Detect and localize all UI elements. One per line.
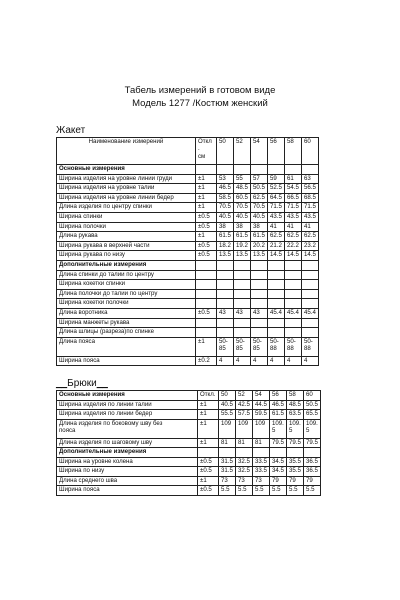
size-value-cell: 50.5 <box>304 400 321 410</box>
size-value-cell: 33.5 <box>253 457 270 467</box>
size-value-cell <box>302 260 319 270</box>
size-value-cell: 43.5 <box>268 212 285 222</box>
tolerance-cell <box>196 280 217 290</box>
size-value-cell: 22.2 <box>285 241 302 251</box>
size-value-cell: 32.5 <box>236 457 253 467</box>
size-value-cell <box>285 165 302 175</box>
size-value-cell: 4 <box>251 356 268 366</box>
size-value-cell <box>285 318 302 328</box>
header-size-cell: 52 <box>234 138 251 165</box>
size-value-cell: 14.5 <box>302 251 319 261</box>
measurement-name-cell: Ширина на уровне колена <box>57 457 198 467</box>
size-value-cell: 57 <box>251 174 268 184</box>
size-value-cell <box>234 260 251 270</box>
size-value-cell <box>236 448 253 458</box>
size-value-cell: 109 <box>219 419 236 438</box>
size-value-cell: 4 <box>302 356 319 366</box>
measurement-name-cell: Ширина по низу <box>57 467 198 477</box>
size-value-cell: 40.5 <box>251 212 268 222</box>
table-row <box>57 486 321 496</box>
size-value-cell: 5.5 <box>270 486 287 496</box>
tolerance-cell: ±1 <box>196 184 217 194</box>
table-row <box>57 260 319 270</box>
size-value-cell: 61 <box>285 174 302 184</box>
size-value-cell <box>234 299 251 309</box>
measurement-name-cell: Дополнительные измерения <box>57 260 196 270</box>
size-value-cell: 109. 5 <box>287 419 304 438</box>
size-value-cell <box>268 270 285 280</box>
size-value-cell: 41 <box>268 222 285 232</box>
model-title: Модель 1277 /Костюм женский <box>132 98 268 109</box>
trousers-table-header <box>57 391 321 401</box>
size-value-cell: 43.5 <box>302 212 319 222</box>
measurement-name-cell: Основные измерения <box>57 165 196 175</box>
size-value-cell <box>268 328 285 338</box>
size-value-cell: 50- 85 <box>234 337 251 356</box>
tolerance-cell: ±1 <box>196 203 217 213</box>
size-value-cell: 38 <box>251 222 268 232</box>
size-value-cell: 81 <box>236 438 253 448</box>
table-row <box>57 174 319 184</box>
tolerance-cell <box>196 270 217 280</box>
size-value-cell <box>234 289 251 299</box>
size-value-cell: 33.5 <box>253 467 270 477</box>
size-value-cell <box>217 165 234 175</box>
size-value-cell: 35.5 <box>287 467 304 477</box>
measurement-name-cell: Ширина пояса <box>57 486 198 496</box>
size-value-cell: 79.5 <box>270 438 287 448</box>
measurement-name-cell: Длина рукава <box>57 232 196 242</box>
size-value-cell: 38 <box>217 222 234 232</box>
size-value-cell: 55.5 <box>219 410 236 420</box>
size-value-cell: 46.5 <box>270 400 287 410</box>
header-size-cell: 50 <box>217 138 234 165</box>
table-row <box>57 212 319 222</box>
size-value-cell: 4 <box>217 356 234 366</box>
size-value-cell <box>285 270 302 280</box>
size-value-cell: 70.5 <box>251 203 268 213</box>
tolerance-cell <box>196 165 217 175</box>
size-value-cell: 50- 88 <box>302 337 319 356</box>
size-value-cell: 109 <box>253 419 270 438</box>
document-title: Табель измерений в готовом виде <box>124 85 276 96</box>
measurement-name-cell: Дополнительные измерения <box>57 448 198 458</box>
tolerance-cell: ±0.5 <box>198 457 219 467</box>
size-value-cell: 44.5 <box>253 400 270 410</box>
jacket-table-header <box>57 138 319 165</box>
size-value-cell: 79.5 <box>287 438 304 448</box>
size-value-cell: 42.5 <box>236 400 253 410</box>
table-row <box>57 241 319 251</box>
size-value-cell <box>285 260 302 270</box>
size-value-cell: 62.5 <box>285 232 302 242</box>
size-value-cell <box>217 289 234 299</box>
trousers-title-text: Брюки <box>67 378 97 389</box>
size-value-cell: 34.5 <box>270 467 287 477</box>
size-value-cell: 64.5 <box>268 193 285 203</box>
size-value-cell <box>268 260 285 270</box>
table-row <box>57 193 319 203</box>
size-value-cell <box>285 289 302 299</box>
size-value-cell <box>302 280 319 290</box>
tolerance-cell: ±0.5 <box>196 308 217 318</box>
size-value-cell: 5.5 <box>253 486 270 496</box>
tolerance-cell <box>198 448 219 458</box>
tolerance-cell <box>196 328 217 338</box>
tolerance-cell: ±1 <box>198 438 219 448</box>
tolerance-cell: ±1 <box>198 410 219 420</box>
size-value-cell <box>268 165 285 175</box>
size-value-cell: 36.5 <box>304 467 321 477</box>
size-value-cell <box>251 299 268 309</box>
size-value-cell: 43 <box>251 308 268 318</box>
size-value-cell: 18.2 <box>217 241 234 251</box>
size-value-cell: 79 <box>270 476 287 486</box>
size-value-cell <box>234 328 251 338</box>
size-value-cell <box>302 328 319 338</box>
size-value-cell: 32.5 <box>236 467 253 477</box>
header-tolerance-cell <box>196 138 217 165</box>
measurement-name-cell: Ширина кокетки спинки <box>57 280 196 290</box>
size-value-cell <box>217 328 234 338</box>
size-value-cell: 55 <box>234 174 251 184</box>
size-value-cell: 54.5 <box>285 184 302 194</box>
size-value-cell <box>302 318 319 328</box>
size-value-cell: 73 <box>236 476 253 486</box>
measurement-name-cell: Длина изделия по шаговому шву <box>57 438 198 448</box>
size-value-cell: 71.5 <box>285 203 302 213</box>
size-value-cell: 40.5 <box>217 212 234 222</box>
size-value-cell: 56.5 <box>302 184 319 194</box>
tolerance-cell: ±0.2 <box>196 356 217 366</box>
size-value-cell: 4 <box>285 356 302 366</box>
size-value-cell <box>251 318 268 328</box>
tolerance-cell: ±1 <box>198 400 219 410</box>
table-row <box>57 410 321 420</box>
table-row <box>57 476 321 486</box>
size-value-cell: 57.5 <box>236 410 253 420</box>
jacket-measurements-table <box>56 137 319 366</box>
tolerance-cell: ±1 <box>198 476 219 486</box>
measurement-name-cell: Длина изделия по боковому шву без пояса <box>57 419 198 438</box>
size-value-cell: 40.5 <box>219 400 236 410</box>
size-value-cell: 40.5 <box>234 212 251 222</box>
trousers-measurements-table <box>56 390 321 496</box>
size-value-cell: 61.5 <box>234 232 251 242</box>
size-value-cell: 81 <box>253 438 270 448</box>
size-value-cell <box>219 448 236 458</box>
tolerance-cell: ±1 <box>196 174 217 184</box>
size-value-cell: 59.5 <box>253 410 270 420</box>
size-value-cell: 4 <box>268 356 285 366</box>
measurement-name-cell: Ширина изделия на уровне талии <box>57 184 196 194</box>
header-size-cell: 54 <box>253 391 270 401</box>
measurement-name-cell: Длина среднего шва <box>57 476 198 486</box>
header-size-cell: 58 <box>285 138 302 165</box>
size-value-cell: 60.5 <box>234 193 251 203</box>
tolerance-cell: ±0.5 <box>196 251 217 261</box>
size-value-cell <box>251 165 268 175</box>
size-value-cell <box>285 299 302 309</box>
size-value-cell: 79 <box>287 476 304 486</box>
size-value-cell: 34.5 <box>270 457 287 467</box>
measurement-name-cell: Длина пояса <box>57 337 196 356</box>
table-row <box>57 280 319 290</box>
size-value-cell <box>217 299 234 309</box>
table-row <box>57 448 321 458</box>
size-value-cell: 52.5 <box>268 184 285 194</box>
size-value-cell: 61.5 <box>251 232 268 242</box>
size-value-cell: 13.5 <box>217 251 234 261</box>
size-value-cell: 73 <box>219 476 236 486</box>
table-row <box>57 400 321 410</box>
table-row <box>57 232 319 242</box>
size-value-cell: 50- 85 <box>217 337 234 356</box>
size-value-cell: 70.5 <box>234 203 251 213</box>
jacket-section-title: Жакет <box>56 125 86 136</box>
tolerance-cell: ±1 <box>196 337 217 356</box>
header-size-cell: 60 <box>302 138 319 165</box>
measurement-name-cell: Ширина спинки <box>57 212 196 222</box>
size-value-cell: 4 <box>234 356 251 366</box>
table-row <box>57 308 319 318</box>
table-row <box>57 299 319 309</box>
size-value-cell <box>234 270 251 280</box>
size-value-cell: 65.5 <box>304 410 321 420</box>
size-value-cell: 62.5 <box>268 232 285 242</box>
measurement-name-cell: Ширина полочки <box>57 222 196 232</box>
size-value-cell <box>268 289 285 299</box>
size-value-cell: 31.5 <box>219 467 236 477</box>
header-tolerance-line: . <box>198 145 200 153</box>
header-size-cell: 54 <box>251 138 268 165</box>
measurement-name-cell: Длина воротника <box>57 308 196 318</box>
size-value-cell <box>251 328 268 338</box>
header-name-cell: Наименование измерений <box>57 138 196 165</box>
measurement-name-cell: Длина шлицы (разреза)по спинке <box>57 328 196 338</box>
header-size-cell: 52 <box>236 391 253 401</box>
size-value-cell: 46.5 <box>217 184 234 194</box>
size-value-cell: 109. 5 <box>304 419 321 438</box>
size-value-cell <box>217 260 234 270</box>
header-size-cell: 56 <box>268 138 285 165</box>
table-row <box>57 184 319 194</box>
size-value-cell: 13.5 <box>234 251 251 261</box>
tolerance-cell: ±0.5 <box>198 486 219 496</box>
size-value-cell: 50.5 <box>251 184 268 194</box>
table-row <box>57 457 321 467</box>
header-tolerance-line: Откл <box>198 138 212 145</box>
size-value-cell: 70.5 <box>217 203 234 213</box>
size-value-cell <box>268 299 285 309</box>
size-value-cell: 61.5 <box>270 410 287 420</box>
size-value-cell <box>251 280 268 290</box>
tolerance-cell: ±0.5 <box>198 467 219 477</box>
size-value-cell: 43 <box>234 308 251 318</box>
header-size-cell: 56 <box>270 391 287 401</box>
size-value-cell: 38 <box>234 222 251 232</box>
size-value-cell: 45.4 <box>285 308 302 318</box>
size-value-cell <box>304 448 321 458</box>
size-value-cell: 41 <box>285 222 302 232</box>
table-row <box>57 318 319 328</box>
table-row <box>57 251 319 261</box>
size-value-cell <box>268 318 285 328</box>
size-value-cell: 36.5 <box>304 457 321 467</box>
size-value-cell: 53 <box>217 174 234 184</box>
measurement-name-cell: Ширина рукава в верхней части <box>57 241 196 251</box>
trousers-section-title: __Брюки__ <box>56 378 108 389</box>
size-value-cell: 5.5 <box>287 486 304 496</box>
measurement-name-cell: Длина спинки до талии по центру <box>57 270 196 280</box>
size-value-cell: 21.2 <box>268 241 285 251</box>
measurement-name-cell: Длина полочки до талии по центру <box>57 289 196 299</box>
size-value-cell <box>285 328 302 338</box>
tolerance-cell: ±0.5 <box>196 212 217 222</box>
table-row <box>57 356 319 366</box>
size-value-cell: 50- 88 <box>268 337 285 356</box>
size-value-cell: 63 <box>302 174 319 184</box>
tolerance-cell: ±1 <box>198 419 219 438</box>
measurement-name-cell: Ширина кокетки полочки <box>57 299 196 309</box>
size-value-cell <box>302 289 319 299</box>
size-value-cell: 14.5 <box>285 251 302 261</box>
size-value-cell <box>251 260 268 270</box>
size-value-cell: 59 <box>268 174 285 184</box>
tolerance-cell: ±0.5 <box>196 241 217 251</box>
size-value-cell <box>251 289 268 299</box>
size-value-cell: 45.4 <box>302 308 319 318</box>
table-row <box>57 270 319 280</box>
header-size-cell: 50 <box>219 391 236 401</box>
size-value-cell: 68.5 <box>302 193 319 203</box>
header-tolerance-cell: Откл. <box>198 391 219 401</box>
size-value-cell: 50- 88 <box>285 337 302 356</box>
table-row <box>57 222 319 232</box>
size-value-cell: 79.5 <box>304 438 321 448</box>
size-value-cell <box>234 165 251 175</box>
size-value-cell: 35.5 <box>287 457 304 467</box>
table-row <box>57 467 321 477</box>
size-value-cell: 79 <box>304 476 321 486</box>
table-row <box>57 438 321 448</box>
size-value-cell: 45.4 <box>268 308 285 318</box>
size-value-cell: 50- 85 <box>251 337 268 356</box>
size-value-cell <box>285 280 302 290</box>
size-value-cell: 71.5 <box>302 203 319 213</box>
size-value-cell: 5.5 <box>219 486 236 496</box>
header-name-cell: Основные измерения <box>57 391 198 401</box>
measurement-name-cell: Ширина пояса <box>57 356 196 366</box>
tolerance-cell: ±1 <box>196 193 217 203</box>
size-value-cell: 109 <box>236 419 253 438</box>
size-value-cell: 71.5 <box>268 203 285 213</box>
size-value-cell: 43.5 <box>285 212 302 222</box>
size-value-cell: 62.5 <box>251 193 268 203</box>
size-value-cell: 23.2 <box>302 241 319 251</box>
size-value-cell <box>217 280 234 290</box>
measurement-name-cell: Ширина изделия на уровне линии бедер <box>57 193 196 203</box>
size-value-cell: 19.2 <box>234 241 251 251</box>
size-value-cell: 63.5 <box>287 410 304 420</box>
size-value-cell <box>268 280 285 290</box>
size-value-cell: 109. 5 <box>270 419 287 438</box>
size-value-cell <box>302 165 319 175</box>
size-value-cell: 81 <box>219 438 236 448</box>
size-value-cell: 73 <box>253 476 270 486</box>
size-value-cell <box>270 448 287 458</box>
size-value-cell <box>217 318 234 328</box>
size-value-cell: 66.5 <box>285 193 302 203</box>
size-value-cell <box>234 318 251 328</box>
measurement-name-cell: Ширина манжеты рукава <box>57 318 196 328</box>
measurement-name-cell: Ширина изделия на уровне линии груди <box>57 174 196 184</box>
table-row <box>57 289 319 299</box>
size-value-cell: 61.5 <box>217 232 234 242</box>
table-row <box>57 419 321 438</box>
size-value-cell: 20.2 <box>251 241 268 251</box>
size-value-cell: 41 <box>302 222 319 232</box>
measurement-name-cell: Ширина изделия по линии бедер <box>57 410 198 420</box>
size-value-cell <box>302 270 319 280</box>
size-value-cell <box>253 448 270 458</box>
measurement-name-cell: Ширина изделия по линии талии <box>57 400 198 410</box>
size-value-cell: 43 <box>217 308 234 318</box>
table-row <box>57 337 319 356</box>
size-value-cell: 5.5 <box>304 486 321 496</box>
size-value-cell: 62.5 <box>302 232 319 242</box>
size-value-cell: 48.5 <box>234 184 251 194</box>
size-value-cell <box>217 270 234 280</box>
size-value-cell: 5.5 <box>236 486 253 496</box>
table-row <box>57 203 319 213</box>
size-value-cell <box>287 448 304 458</box>
header-size-cell: 58 <box>287 391 304 401</box>
tolerance-cell: ±1 <box>196 232 217 242</box>
tolerance-cell <box>196 260 217 270</box>
measurement-name-cell: Длина изделия по центру спинки <box>57 203 196 213</box>
tolerance-cell <box>196 289 217 299</box>
size-value-cell: 31.5 <box>219 457 236 467</box>
size-value-cell: 14.5 <box>268 251 285 261</box>
tolerance-cell <box>196 318 217 328</box>
header-tolerance-line: см <box>198 152 206 160</box>
header-size-cell: 60 <box>304 391 321 401</box>
measurement-name-cell: Ширина рукава по низу <box>57 251 196 261</box>
size-value-cell: 48.5 <box>287 400 304 410</box>
size-value-cell <box>302 299 319 309</box>
size-value-cell: 58.5 <box>217 193 234 203</box>
size-value-cell: 13.5 <box>251 251 268 261</box>
tolerance-cell <box>196 299 217 309</box>
size-value-cell <box>234 280 251 290</box>
size-value-cell <box>251 270 268 280</box>
table-row <box>57 165 319 175</box>
tolerance-cell: ±0.5 <box>196 222 217 232</box>
table-row <box>57 328 319 338</box>
